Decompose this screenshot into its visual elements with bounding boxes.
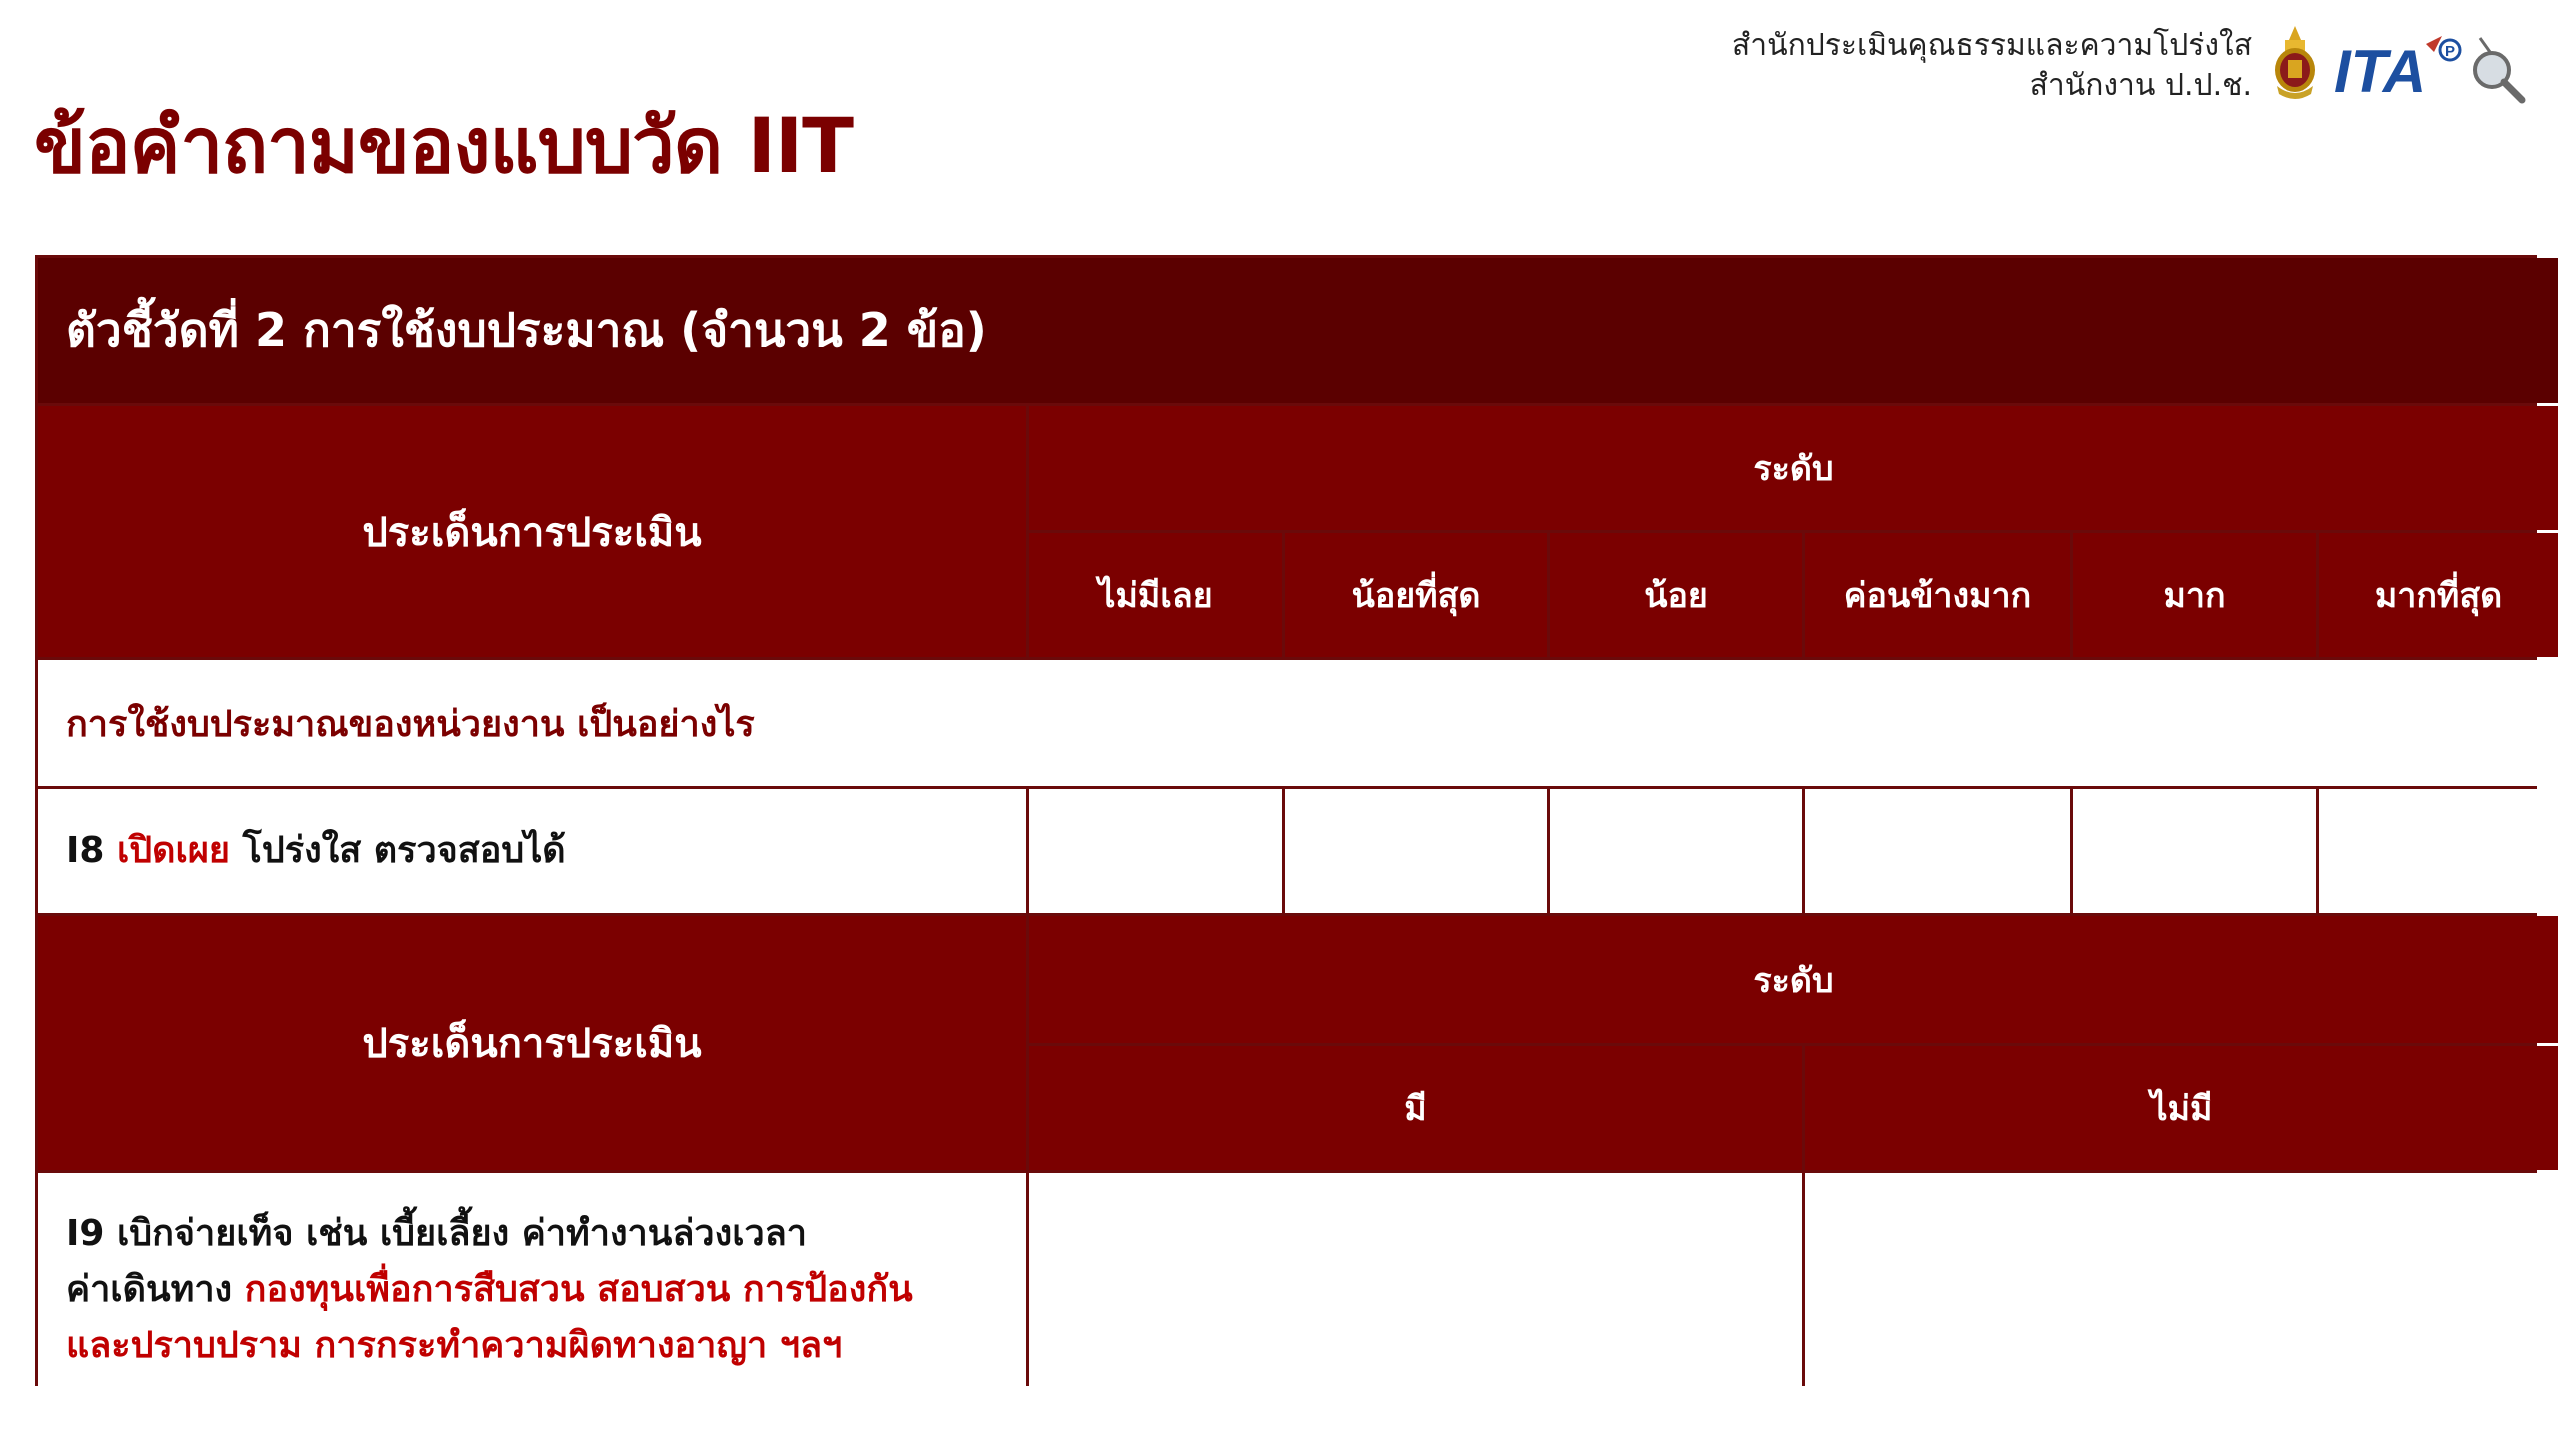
item-i9	[38, 1173, 1026, 1407]
item-i8-suffix: โปร่งใส ตรวจสอบได้	[230, 830, 566, 871]
item-i8	[38, 789, 1026, 913]
ita-logo-text: ITA	[2334, 38, 2427, 105]
answer-cell-i8-much[interactable]	[2073, 789, 2316, 913]
issue-header: ประเด็นการประเมิน	[38, 406, 1026, 657]
level-fairly-much: ค่อนข้างมาก	[1805, 533, 2070, 657]
answer-cell-i9-yes[interactable]	[1029, 1173, 1802, 1407]
level-little: น้อย	[1550, 533, 1802, 657]
answer-cell-i8-fairly-much[interactable]	[1805, 789, 2070, 913]
answer-cell-i9-no[interactable]	[1805, 1173, 2558, 1407]
organization-name	[1732, 26, 2252, 106]
item-i9-line-2-prefix: ค่าเดินทาง	[66, 1269, 245, 1310]
page-title: ข้อคำถามของแบบวัด IIT	[34, 101, 853, 190]
assessment-table	[35, 255, 2537, 1386]
answer-cell-i8-most[interactable]	[2319, 789, 2558, 913]
level-least: น้อยที่สุด	[1285, 533, 1547, 657]
option-yes: มี	[1029, 1046, 1802, 1170]
option-no: ไม่มี	[1805, 1046, 2558, 1170]
ita-logo-badge: P	[2445, 43, 2456, 60]
org-line-1: สำนักประเมินคุณธรรมและความโปร่งใส	[1731, 28, 2252, 63]
item-i9-line-1: I9 เบิกจ่ายเท็จ เช่น เบี้ยเลี้ยง ค่าทำงานล่วงเวลา	[66, 1213, 807, 1254]
level-most: มากที่สุด	[2319, 533, 2558, 657]
item-i8-highlight: เปิดเผย	[116, 830, 231, 871]
level-much: มาก	[2073, 533, 2316, 657]
indicator-banner: ตัวชี้วัดที่ 2 การใช้งบประมาณ (จำนวน 2 ข้อ)	[38, 258, 2558, 403]
answer-cell-i8-none[interactable]	[1029, 789, 1282, 913]
ita-logo	[2330, 30, 2530, 106]
level-none: ไม่มีเลย	[1029, 533, 1282, 657]
item-i8-prefix: I8	[66, 830, 117, 871]
nacc-seal-logo	[2271, 24, 2319, 100]
answer-cell-i8-little[interactable]	[1550, 789, 1802, 913]
org-line-2: สำนักงาน ป.ป.ช.	[2029, 68, 2252, 103]
level-header-2: ระดับ	[1029, 916, 2558, 1043]
item-i9-line-3: และปราบปราม การกระทำความผิดทางอาญา ฯลฯ	[66, 1325, 843, 1366]
answer-cell-i8-least[interactable]	[1285, 789, 1547, 913]
level-header: ระดับ	[1029, 406, 2558, 530]
question-row: การใช้งบประมาณของหน่วยงาน เป็นอย่างไร	[38, 660, 2558, 786]
issue-header-2: ประเด็นการประเมิน	[38, 916, 1026, 1170]
item-i9-line-2-highlight: กองทุนเพื่อการสืบสวน สอบสวน การป้องกัน	[244, 1269, 913, 1310]
